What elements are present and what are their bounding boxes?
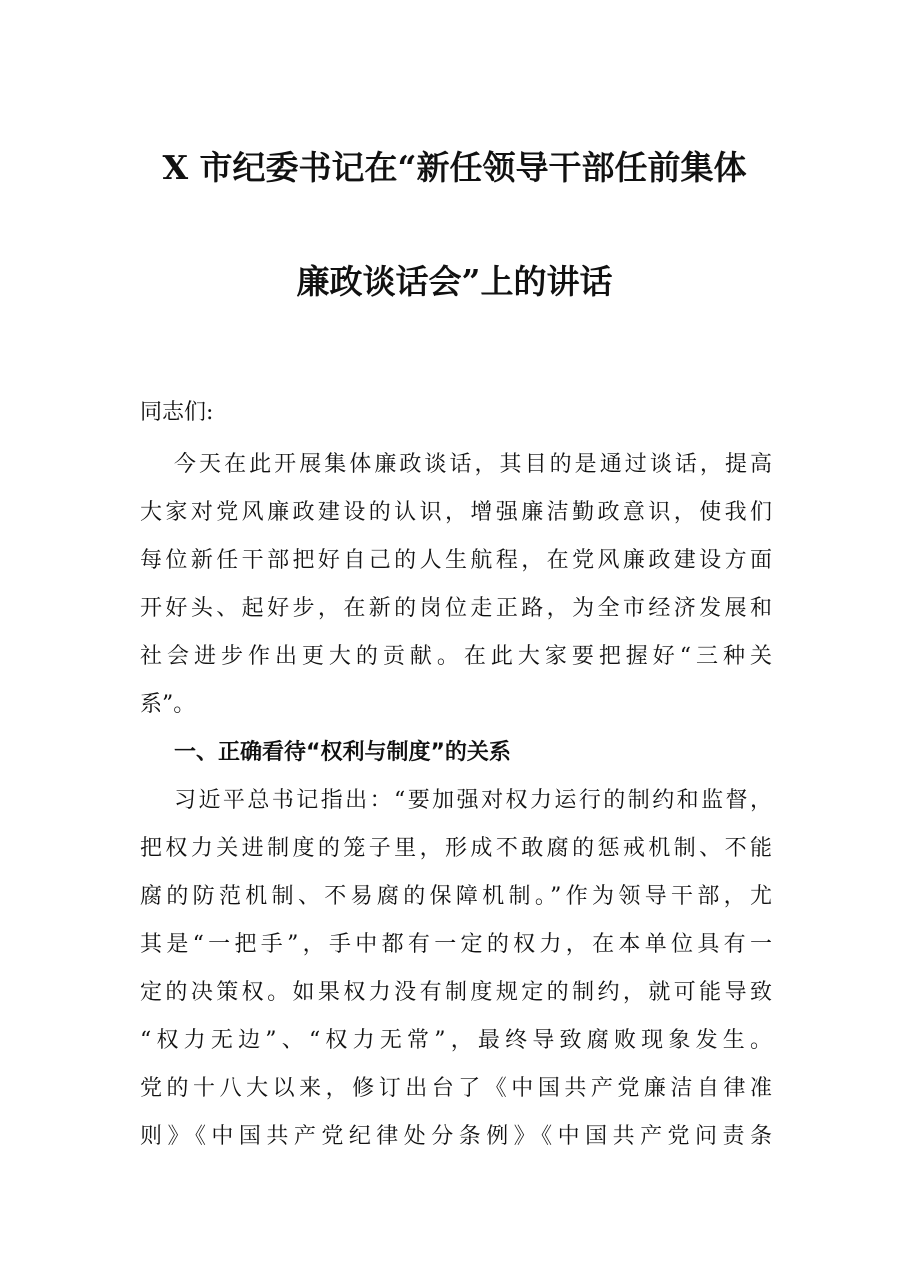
paragraph-2-line: 把权力关进制度的笼子里，形成不敢腐的惩戒机制、不能 xyxy=(140,836,772,861)
paragraph-2-line: 则》《中国共产党纪律处分条例》《中国共产党问责条 xyxy=(140,1124,772,1149)
paragraph-2-line: 习近平总书记指出：“要加强对权力运行的制约和监督， xyxy=(174,788,772,813)
paragraph-1-line: 大家对党风廉政建设的认识，增强廉洁勤政意识，使我们 xyxy=(140,500,772,525)
paragraph-1-line: 每位新任干部把好自己的人生航程，在党风廉政建设方面 xyxy=(140,548,772,573)
paragraph-1-line: 系”。 xyxy=(140,692,196,717)
paragraph-2-line: 党的十八大以来，修订出台了《中国共产党廉洁自律准 xyxy=(140,1076,772,1101)
document-title-line-1: X 市纪委书记在“新任领导干部任前集体 xyxy=(162,148,747,187)
paragraph-2-line: 定的决策权。如果权力没有制度规定的制约，就可能导致 xyxy=(140,980,772,1005)
paragraph-1-line: 社会进步作出更大的贡献。在此大家要把握好“三种关 xyxy=(140,644,772,669)
paragraph-2-line: 其是“一把手”，手中都有一定的权力，在本单位具有一 xyxy=(140,932,772,957)
paragraph-2-line: “权力无边”、“权力无常”，最终导致腐败现象发生。 xyxy=(140,1028,772,1053)
paragraph-1-line: 今天在此开展集体廉政谈话，其目的是通过谈话，提高 xyxy=(174,452,772,477)
paragraph-2-line: 腐的防范机制、不易腐的保障机制。”作为领导干部，尤 xyxy=(140,884,772,909)
document-title-line-2: 廉政谈话会”上的讲话 xyxy=(296,262,613,301)
section-1-heading: 一、正确看待“权利与制度”的关系 xyxy=(174,740,511,765)
paragraph-1-line: 开好头、起好步，在新的岗位走正路，为全市经济发展和 xyxy=(140,596,772,621)
salutation: 同志们: xyxy=(140,400,214,425)
